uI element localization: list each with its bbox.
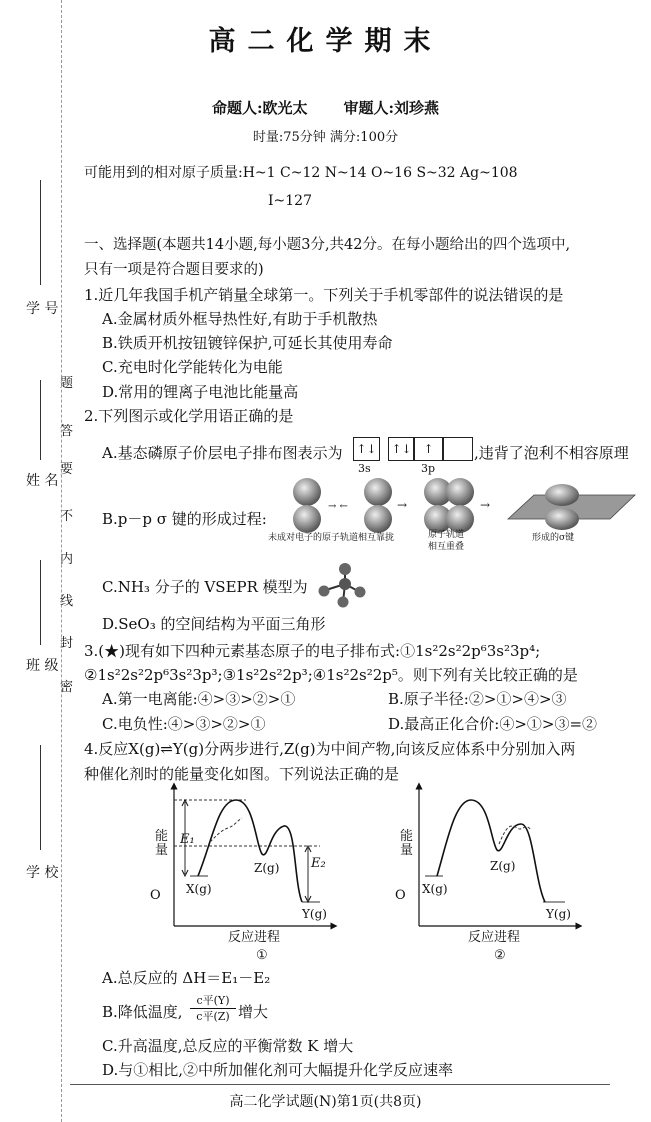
label-3p: 3p [421, 462, 436, 475]
seal-char: 线 [60, 594, 74, 609]
binding-label-school: 学 校 [26, 865, 59, 881]
q1-option-a[interactable]: A.金属材质外框导热性好,有助于手机散热 [102, 310, 378, 328]
graph1-ylabel: 能量 [155, 829, 169, 858]
section-heading-cont: 只有一项是符合题目要求的) [84, 262, 264, 278]
binding-strip [0, 0, 60, 1122]
q4-stem: 4.反应X(g)⇌Y(g)分两步进行,Z(g)为中间产物,向该反应体系中分别加入两 [84, 740, 576, 758]
page-title: 高二化学期末 [208, 26, 443, 57]
orbital-3p-1: ↑↓ [388, 437, 415, 461]
graph1-caption: ① [256, 948, 268, 963]
seal-char: 答 [60, 424, 74, 439]
q4-option-c[interactable]: C.升高温度,总反应的平衡常数 K 增大 [102, 1037, 354, 1055]
q4-stem-cont: 种催化剂时的能量变化如图。下列说法正确的是 [84, 765, 400, 783]
seal-char: 题 [60, 376, 74, 391]
q2-a-suffix: ,违背了泡利不相容原理 [474, 444, 629, 462]
graph2-y-label: Y(g) [546, 907, 571, 921]
atomic-masses-cont: I~127 [268, 193, 312, 209]
q2-option-c[interactable]: C.NH₃ 分子的 VSEPR 模型为 [102, 578, 308, 596]
graph1-origin: O [150, 888, 161, 903]
graph1-e2: E₂ [311, 856, 326, 871]
q1-stem: 1.近几年我国手机产销量全球第一。下列关于手机零部件的说法错误的是 [84, 286, 564, 304]
svg-text:→: → [480, 498, 491, 512]
q3-option-a[interactable]: A.第一电离能:④>③>②>① [102, 690, 296, 708]
graph1-x-label: X(g) [186, 882, 212, 896]
page-footer: 高二化学试题(N)第1页(共8页) [229, 1094, 422, 1110]
setter: 命题人:欧光太 [211, 99, 308, 117]
q4-option-a[interactable]: A.总反应的 ΔH＝E₁－E₂ [102, 969, 271, 987]
sigma-caption-1: 未成对电子的原子轨道相互靠拢 [268, 533, 395, 543]
q2-stem: 2.下列图示或化学用语正确的是 [84, 407, 294, 425]
q2-a-prefix: A.基态磷原子价层电子排布图表示为 [102, 444, 343, 462]
section-heading: 一、选择题(本题共14小题,每小题3分,共42分。在每小题给出的四个选项中, [84, 237, 571, 253]
graph2-xlabel: 反应进程 [468, 930, 521, 945]
orbital-3p-3 [442, 437, 473, 461]
q4-b-suffix: 增大 [238, 1003, 269, 1021]
graph2-z-label: Z(g) [490, 859, 516, 873]
q2-option-a[interactable] [102, 443, 343, 463]
reviewer: 审题人:刘珍燕 [343, 99, 440, 117]
seal-char: 封 [60, 636, 74, 651]
q4-b-numerator: c平(Y) [190, 994, 236, 1009]
graph2-caption: ② [494, 948, 506, 963]
graph1-xlabel: 反应进程 [228, 930, 281, 945]
p-orbital-right [364, 478, 392, 533]
class-blank[interactable] [40, 560, 41, 645]
sigma-caption-2a: 原子轨道 [428, 530, 465, 540]
q4-b-prefix: B.降低温度, [102, 1003, 183, 1021]
nh3-vsepr-model [312, 560, 367, 610]
school-blank[interactable] [40, 745, 41, 850]
q3-option-b[interactable]: B.原子半径:②>①>④>③ [388, 690, 567, 708]
graph2-ylabel: 能量 [400, 829, 414, 858]
seal-char: 要 [60, 462, 74, 477]
seal-char: 密 [60, 680, 74, 695]
q3-option-d[interactable]: D.最高正化合价:④>①>③=② [388, 715, 598, 733]
seal-char: 内 [60, 552, 74, 567]
binding-label-student-id: 学 号 [26, 301, 59, 317]
graph1-y-label: Y(g) [302, 907, 327, 921]
q3-stem-cont: ②1s²2s²2p⁶3s²3p³;③1s²2s²2p³;④1s²2s²2p⁵。则下列有关比较正确的是 [84, 666, 578, 684]
binding-dashed-line [61, 0, 62, 1122]
sigma-caption-3: 形成的σ键 [532, 533, 575, 543]
q4-b-denominator: c平(Z) [196, 1010, 230, 1023]
atomic-masses: 可能用到的相对原子质量:H~1 C~12 N~14 O~16 S~32 Ag~108 [84, 165, 518, 181]
graph1-z-label: Z(g) [254, 861, 280, 875]
q3-stem: 3.(★)现有如下四种元素基态原子的电子排布式:①1s²2s²2p⁶3s²3p⁴; [84, 642, 541, 660]
svg-text:→ ←: → ← [328, 501, 348, 512]
graph1-e1: E₁ [180, 832, 195, 847]
q2-option-d[interactable]: D.SeO₃ 的空间结构为平面三角形 [102, 615, 326, 633]
student-id-blank[interactable] [40, 180, 41, 285]
authors-line [0, 98, 651, 118]
q4-option-d[interactable]: D.与①相比,②中所加催化剂可大幅提升化学反应速率 [102, 1061, 454, 1079]
orbital-3s: ↑↓ [353, 437, 380, 461]
graph2-x-label: X(g) [422, 882, 448, 896]
seal-char: 不 [60, 509, 74, 524]
graph2-origin: O [395, 888, 406, 903]
q3-option-c[interactable]: C.电负性:④>③>②>① [102, 715, 266, 733]
orbital-3p-2: ↑ [413, 437, 444, 461]
q1-option-d[interactable]: D.常用的锂离子电池比能量高 [102, 383, 299, 401]
binding-label-name: 姓 名 [26, 473, 59, 489]
binding-label-class: 班 级 [26, 658, 59, 674]
p-orbital-left [293, 478, 321, 533]
sigma-caption-2b: 相互重叠 [428, 542, 465, 552]
q1-option-c[interactable]: C.充电时化学能转化为电能 [102, 358, 283, 376]
overlap-orbitals [424, 478, 474, 533]
q2-option-b[interactable]: B.p－p σ 键的形成过程: [102, 510, 267, 528]
label-3s: 3s [358, 462, 371, 475]
svg-text:→: → [397, 498, 408, 512]
footer-rule [70, 1084, 610, 1085]
name-blank[interactable] [40, 380, 41, 460]
q1-option-b[interactable]: B.铁质开机按钮镀锌保护,可延长其使用寿命 [102, 334, 393, 352]
time-score: 时量:75分钟 满分:100分 [252, 130, 399, 145]
